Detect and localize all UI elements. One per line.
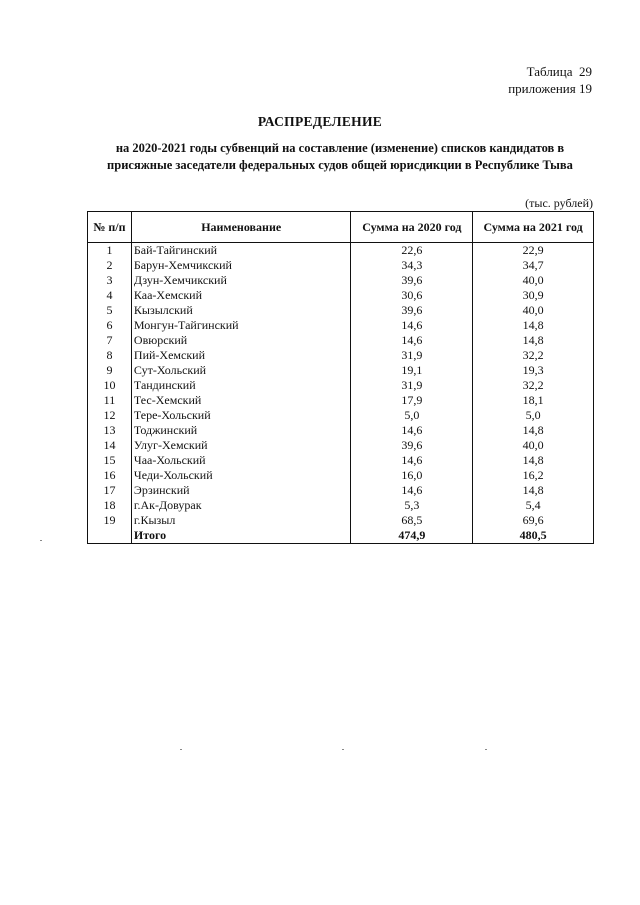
total-number bbox=[88, 528, 132, 544]
row-name: Эрзинский bbox=[131, 483, 351, 498]
table-row bbox=[88, 363, 594, 378]
total-value-2020: 474,9 bbox=[351, 528, 473, 544]
appendix-number: приложения 19 bbox=[508, 81, 592, 96]
row-name: Пий-Хемский bbox=[131, 348, 351, 363]
scan-speck bbox=[40, 540, 42, 541]
table-row bbox=[88, 288, 594, 303]
row-value-2020: 16,0 bbox=[351, 468, 473, 483]
table-row bbox=[88, 378, 594, 393]
row-value-2021: 14,8 bbox=[473, 423, 594, 438]
row-name: Монгун-Тайгинский bbox=[131, 318, 351, 333]
row-value-2021: 14,8 bbox=[473, 333, 594, 348]
row-value-2021: 30,9 bbox=[473, 288, 594, 303]
row-value-2021: 14,8 bbox=[473, 483, 594, 498]
row-value-2021: 40,0 bbox=[473, 273, 594, 288]
row-name: Кызылский bbox=[131, 303, 351, 318]
row-number: 5 bbox=[88, 303, 132, 318]
table-row bbox=[88, 243, 594, 259]
table-row bbox=[88, 318, 594, 333]
row-value-2020: 30,6 bbox=[351, 288, 473, 303]
table-row bbox=[88, 453, 594, 468]
row-value-2021: 69,6 bbox=[473, 513, 594, 528]
row-value-2020: 5,3 bbox=[351, 498, 473, 513]
row-name: г.Ак-Довурак bbox=[131, 498, 351, 513]
document-title: РАСПРЕДЕЛЕНИЕ bbox=[257, 114, 383, 129]
row-name: Сут-Хольский bbox=[131, 363, 351, 378]
row-number: 18 bbox=[88, 498, 132, 513]
row-number: 17 bbox=[88, 483, 132, 498]
table-row bbox=[88, 423, 594, 438]
table-row bbox=[88, 258, 594, 273]
row-number: 1 bbox=[88, 243, 132, 259]
row-value-2020: 14,6 bbox=[351, 318, 473, 333]
row-value-2020: 17,9 bbox=[351, 393, 473, 408]
row-name: Тоджинский bbox=[131, 423, 351, 438]
total-row bbox=[88, 528, 594, 544]
row-number: 3 bbox=[88, 273, 132, 288]
row-name: Чеди-Хольский bbox=[131, 468, 351, 483]
table-header-row bbox=[88, 212, 594, 243]
row-name: Чаа-Хольский bbox=[131, 453, 351, 468]
row-value-2020: 39,6 bbox=[351, 303, 473, 318]
table-row bbox=[88, 348, 594, 363]
row-value-2021: 16,2 bbox=[473, 468, 594, 483]
row-number: 16 bbox=[88, 468, 132, 483]
row-number: 4 bbox=[88, 288, 132, 303]
row-value-2021: 32,2 bbox=[473, 378, 594, 393]
row-number: 19 bbox=[88, 513, 132, 528]
row-number: 10 bbox=[88, 378, 132, 393]
table-row bbox=[88, 333, 594, 348]
total-value-2021: 480,5 bbox=[473, 528, 594, 544]
row-name: Каа-Хемский bbox=[131, 288, 351, 303]
row-name: Тере-Хольский bbox=[131, 408, 351, 423]
row-value-2020: 22,6 bbox=[351, 243, 473, 259]
row-number: 15 bbox=[88, 453, 132, 468]
scan-speck bbox=[342, 749, 344, 750]
table-row bbox=[88, 438, 594, 453]
row-number: 6 bbox=[88, 318, 132, 333]
row-number: 13 bbox=[88, 423, 132, 438]
row-number: 7 bbox=[88, 333, 132, 348]
table-row bbox=[88, 483, 594, 498]
subtitle-line-2: присяжные заседатели федеральных судов общей юрисдикции в Республике Тыва bbox=[107, 158, 573, 172]
table-number: Таблица 29 bbox=[526, 64, 592, 79]
table-row bbox=[88, 498, 594, 513]
scan-speck bbox=[180, 749, 182, 750]
table-row bbox=[88, 273, 594, 288]
row-value-2020: 14,6 bbox=[351, 333, 473, 348]
row-value-2020: 39,6 bbox=[351, 438, 473, 453]
row-value-2020: 31,9 bbox=[351, 348, 473, 363]
row-value-2021: 5,0 bbox=[473, 408, 594, 423]
row-value-2020: 68,5 bbox=[351, 513, 473, 528]
unit-note: (тыс. рублей) bbox=[525, 196, 593, 210]
document-subtitle bbox=[70, 140, 610, 174]
table-row bbox=[88, 303, 594, 318]
row-value-2021: 40,0 bbox=[473, 303, 594, 318]
row-number: 2 bbox=[88, 258, 132, 273]
column-header-2020: Сумма на 2020 год bbox=[351, 212, 473, 243]
row-value-2021: 14,8 bbox=[473, 453, 594, 468]
row-number: 9 bbox=[88, 363, 132, 378]
row-name: г.Кызыл bbox=[131, 513, 351, 528]
row-value-2020: 14,6 bbox=[351, 453, 473, 468]
column-header-number: № п/п bbox=[88, 212, 132, 243]
row-value-2021: 40,0 bbox=[473, 438, 594, 453]
table-reference bbox=[508, 63, 592, 97]
row-number: 11 bbox=[88, 393, 132, 408]
total-label: Итого bbox=[131, 528, 351, 544]
table-row bbox=[88, 513, 594, 528]
row-value-2021: 14,8 bbox=[473, 318, 594, 333]
row-value-2021: 19,3 bbox=[473, 363, 594, 378]
row-name: Тандинский bbox=[131, 378, 351, 393]
row-name: Улуг-Хемский bbox=[131, 438, 351, 453]
row-value-2021: 34,7 bbox=[473, 258, 594, 273]
row-number: 14 bbox=[88, 438, 132, 453]
scan-speck bbox=[485, 749, 487, 750]
row-name: Барун-Хемчикский bbox=[131, 258, 351, 273]
row-name: Бай-Тайгинский bbox=[131, 243, 351, 259]
table-row bbox=[88, 408, 594, 423]
row-value-2020: 14,6 bbox=[351, 423, 473, 438]
column-header-name: Наименование bbox=[131, 212, 351, 243]
row-value-2021: 18,1 bbox=[473, 393, 594, 408]
table-row bbox=[88, 393, 594, 408]
row-name: Тес-Хемский bbox=[131, 393, 351, 408]
row-number: 12 bbox=[88, 408, 132, 423]
distribution-table bbox=[87, 211, 594, 544]
row-value-2020: 14,6 bbox=[351, 483, 473, 498]
row-name: Дзун-Хемчикский bbox=[131, 273, 351, 288]
row-value-2020: 19,1 bbox=[351, 363, 473, 378]
row-value-2020: 34,3 bbox=[351, 258, 473, 273]
subtitle-line-1: на 2020-2021 годы субвенций на составление (изменение) списков кандидатов в bbox=[115, 141, 565, 155]
row-value-2021: 22,9 bbox=[473, 243, 594, 259]
table-row bbox=[88, 468, 594, 483]
column-header-2021: Сумма на 2021 год bbox=[473, 212, 594, 243]
row-value-2020: 31,9 bbox=[351, 378, 473, 393]
row-value-2020: 39,6 bbox=[351, 273, 473, 288]
row-value-2021: 32,2 bbox=[473, 348, 594, 363]
row-value-2020: 5,0 bbox=[351, 408, 473, 423]
row-value-2021: 5,4 bbox=[473, 498, 594, 513]
row-name: Овюрский bbox=[131, 333, 351, 348]
row-number: 8 bbox=[88, 348, 132, 363]
